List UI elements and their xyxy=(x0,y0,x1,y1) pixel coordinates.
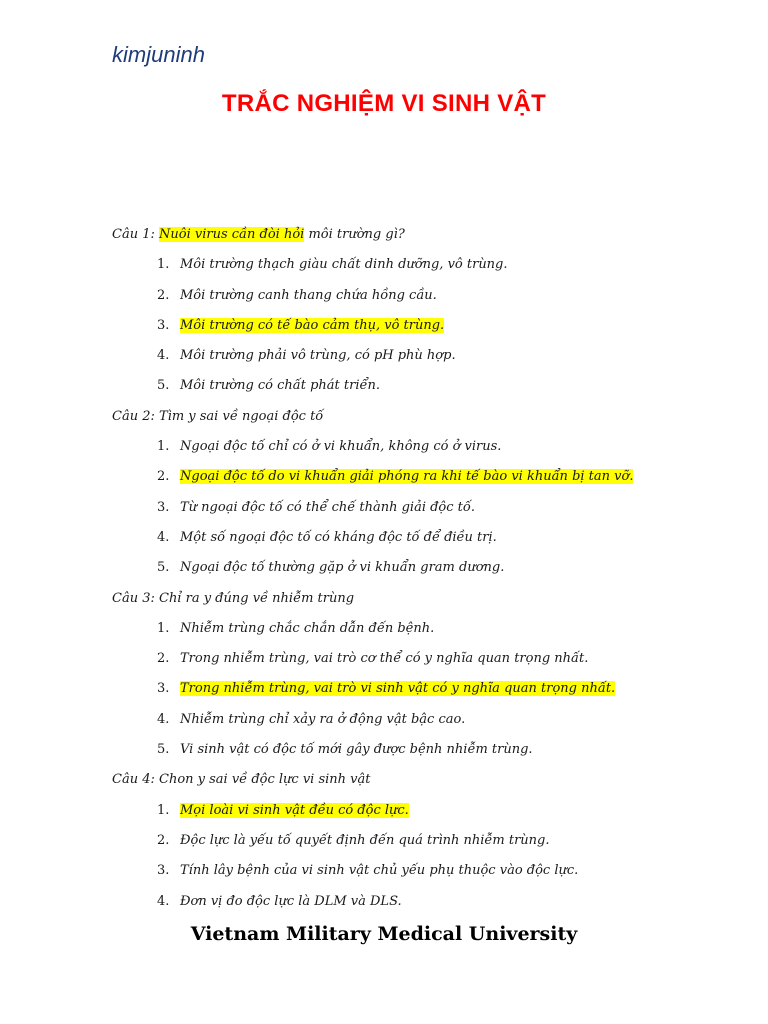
option-number: 1. xyxy=(157,620,170,636)
question-4-stem: Chon y sai về độc lực vi sinh vật xyxy=(159,772,371,788)
option-number: 5. xyxy=(157,560,170,576)
option-number: 1. xyxy=(157,257,170,273)
option-text: Nhiễm trùng chỉ xảy ra ở động vật bậc cao. xyxy=(180,711,466,727)
question-3-option-3 xyxy=(112,677,732,701)
question-2-stem: Tìm y sai về ngoại độc tố xyxy=(159,408,324,424)
question-4-label: Câu 4: xyxy=(112,772,155,788)
option-text: Vi sinh vật có độc tố mới gây được bệnh nhiễm trùng. xyxy=(180,742,533,758)
option-number: 3. xyxy=(157,499,170,515)
question-3-stem: Chỉ ra y đúng về nhiễm trùng xyxy=(159,590,355,606)
question-1-option-5 xyxy=(112,374,732,398)
question-3-option-5 xyxy=(112,738,732,762)
option-number: 2. xyxy=(157,287,170,303)
option-text: Môi trường thạch giàu chất dinh dưỡng, vô trùng. xyxy=(180,257,508,273)
question-4-option-3 xyxy=(112,859,732,883)
option-number: 2. xyxy=(157,651,170,667)
quiz-content xyxy=(112,223,732,920)
option-number: 3. xyxy=(157,681,170,697)
question-4-option-1 xyxy=(112,799,732,823)
question-2-label: Câu 2: xyxy=(112,408,155,424)
option-text: Từ ngoại độc tố có thể chế thành giải độc tố. xyxy=(180,499,475,515)
option-text: Môi trường phải vô trùng, có pH phù hợp. xyxy=(180,348,456,364)
footer-watermark: Vietnam Military Medical University xyxy=(190,923,578,945)
option-text: Độc lực là yếu tố quyết định đến quá trình nhiễm trùng. xyxy=(180,832,550,848)
option-number: 3. xyxy=(157,863,170,879)
question-2-option-1 xyxy=(112,435,732,459)
option-text: Môi trường có chất phát triển. xyxy=(180,378,381,394)
question-3 xyxy=(112,587,732,611)
question-4-option-2 xyxy=(112,829,732,853)
question-4-option-4 xyxy=(112,890,732,914)
option-number: 2. xyxy=(157,469,170,485)
option-text-highlighted: Mọi loài vi sinh vật đều có độc lực. xyxy=(180,802,409,818)
question-2-option-2 xyxy=(112,465,732,489)
option-number: 3. xyxy=(157,317,170,333)
option-number: 4. xyxy=(157,893,170,909)
option-text: Đơn vị đo độc lực là DLM và DLS. xyxy=(180,893,402,909)
option-number: 5. xyxy=(157,742,170,758)
option-text-highlighted: Ngoại độc tố do vi khuẩn giải phóng ra khi tế bào vi khuẩn bị tan vỡ. xyxy=(180,469,634,485)
option-number: 4. xyxy=(157,529,170,545)
option-text: Ngoại độc tố chỉ có ở vi khuẩn, không có ở virus. xyxy=(180,439,502,455)
option-text: Môi trường canh thang chứa hồng cầu. xyxy=(180,287,437,303)
option-number: 4. xyxy=(157,711,170,727)
option-text: Tính lây bệnh của vi sinh vật chủ yếu phụ thuộc vào độc lực. xyxy=(180,863,579,879)
option-text-highlighted: Trong nhiễm trùng, vai trò vi sinh vật có y nghĩa quan trọng nhất. xyxy=(180,681,616,697)
option-text-highlighted: Môi trường có tế bào cảm thụ, vô trùng. xyxy=(180,317,445,333)
question-2-option-4 xyxy=(112,526,732,550)
option-text: Một số ngoại độc tố có kháng độc tố để điều trị. xyxy=(180,529,497,545)
question-3-option-1 xyxy=(112,617,732,641)
option-text: Trong nhiễm trùng, vai trò cơ thể có y nghĩa quan trọng nhất. xyxy=(180,651,589,667)
question-3-label: Câu 3: xyxy=(112,590,155,606)
option-number: 4. xyxy=(157,348,170,364)
question-1-option-3 xyxy=(112,314,732,338)
author-name: kimjuninh xyxy=(112,42,205,67)
question-1 xyxy=(112,223,732,247)
page-title: TRẮC NGHIỆM VI SINH VẬT xyxy=(221,90,547,117)
question-1-option-1 xyxy=(112,253,732,277)
question-1-label: Câu 1: xyxy=(112,227,155,242)
option-number: 1. xyxy=(157,439,170,455)
question-1-option-4 xyxy=(112,344,732,368)
question-1-option-2 xyxy=(112,284,732,308)
question-2-option-5 xyxy=(112,556,732,580)
question-1-stem-highlight: Nuôi virus cần đòi hỏi xyxy=(159,227,305,242)
question-3-option-4 xyxy=(112,708,732,732)
question-3-option-2 xyxy=(112,647,732,671)
question-2-option-3 xyxy=(112,496,732,520)
option-number: 2. xyxy=(157,832,170,848)
option-number: 5. xyxy=(157,378,170,394)
question-4 xyxy=(112,768,732,792)
option-number: 1. xyxy=(157,802,170,818)
question-1-stem: môi trường gì? xyxy=(304,227,405,242)
question-2 xyxy=(112,405,732,429)
option-text: Nhiễm trùng chắc chắn dẫn đến bệnh. xyxy=(180,620,435,636)
option-text: Ngoại độc tố thường gặp ở vi khuẩn gram dương. xyxy=(180,560,505,576)
